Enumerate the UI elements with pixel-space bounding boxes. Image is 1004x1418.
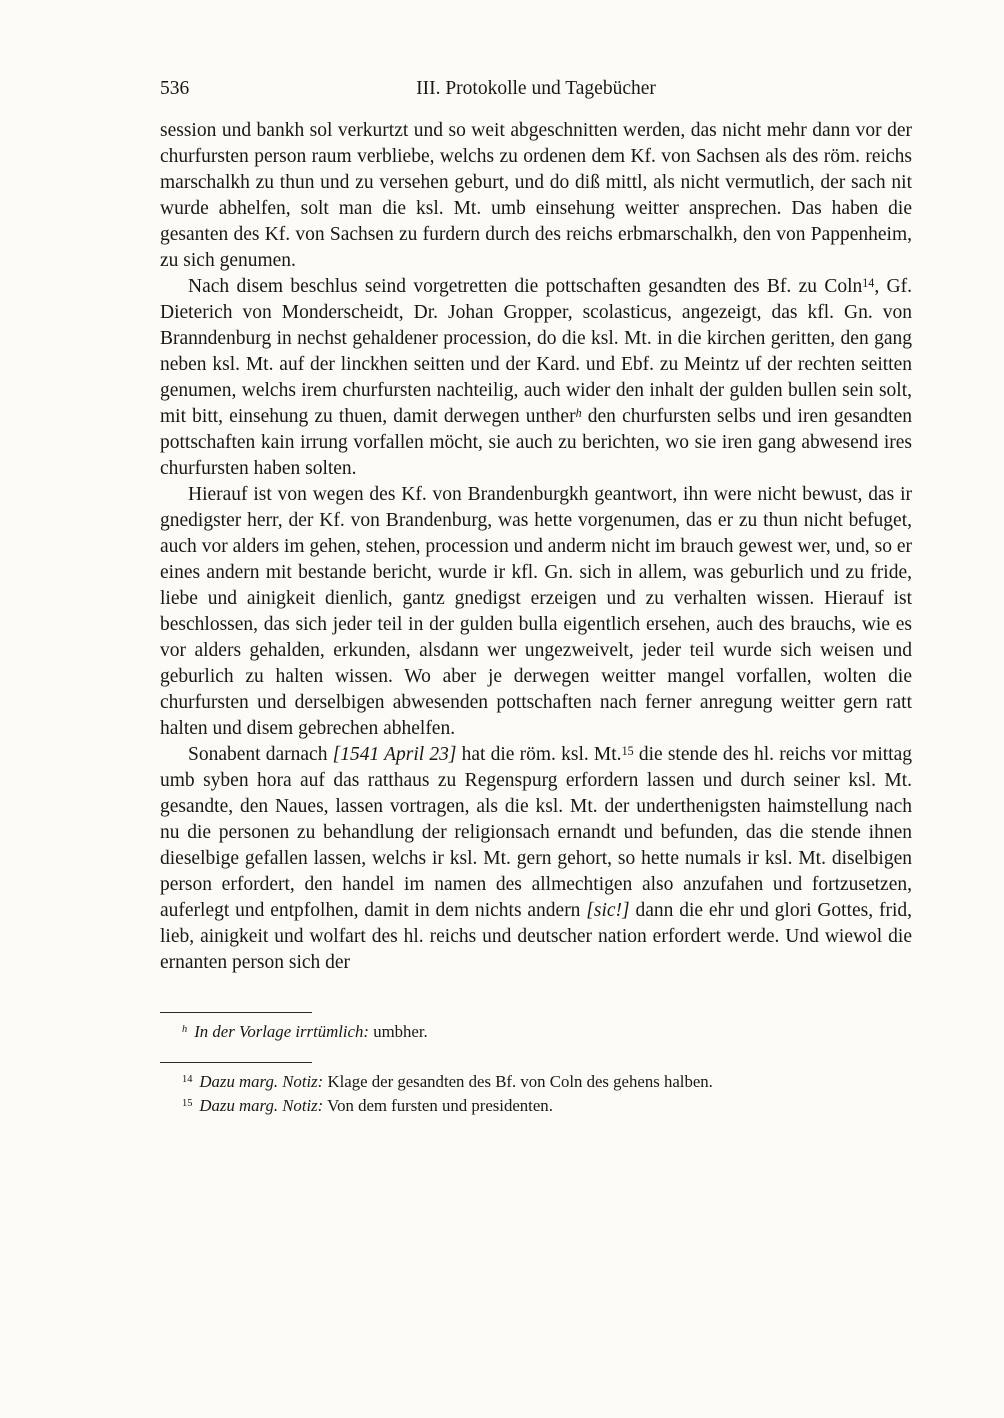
text-segment: Von dem fursten und presidenten.: [323, 1096, 553, 1115]
text-segment: hat die röm. ksl. Mt.: [456, 744, 622, 765]
paragraph: [160, 482, 912, 742]
text-segment: , Gf. Dieterich von Monderscheidt, Dr. Johan Gropper, scolasticus, angezeigt, das kfl. Gn. von Branndenburg in nechst gehaldener procession, do die ksl. Mt. in die kirchen geritten, den gang neben ksl. Mt. auf der linckhen seitten und der Kard. und Ebf. zu Meintz uf der rechten seitten genumen, welchs irem churfursten nachteilig, auch wider den inhalt der gulden bullen sein solt, mit bitt, einsehung zu thuen, damit derwegen unther: [160, 276, 912, 427]
paragraph: [160, 742, 912, 976]
italic-text: Dazu marg. Notiz:: [199, 1096, 324, 1115]
footnote-label: 15: [182, 1098, 193, 1110]
text-segment: den churfursten selbs und iren gesandten pottschaften kain irrung vorfallen möcht, sie auch zu berichten, wo sie iren gang abwesend ires churfursten haben solten.: [160, 406, 912, 479]
text-segment: Sonabent darnach: [188, 744, 333, 765]
page-number: 536: [160, 78, 190, 99]
text-segment: umbher.: [369, 1022, 428, 1041]
superscript-reference: 15: [621, 743, 634, 758]
text-segment: session und bankh sol verkurtzt und so weit abgeschnitten werden, das nicht mehr dann vor der churfursten person raum verbliebe, welchs zu ordenen dem Kf. von Sachsen als des röm. reichs marschalkh zu thun und zu versehen geburt, und do diß mittl, als nicht vermutlich, der sach nit wurde abhelfen, solt man die ksl. Mt. umb einsehung weitter ansprechen. Das haben die gesanten des Kf. von Sachsen zu furdern durch des reichs erbmarschalkh, den von Pappenheim, zu sich genumen.: [160, 120, 912, 271]
italic-text: [1541 April 23]: [332, 744, 457, 765]
letter-footnotes: [160, 1020, 912, 1044]
text-segment: Klage der gesandten des Bf. von Coln des gehens halben.: [323, 1072, 713, 1091]
text-segment: dann die ehr und glori Gottes, frid, lieb, ainigkeit und wolfart des hl. reichs und deutscher nation erfordert werde. Und wiewol die ernanten person sich der: [160, 900, 912, 973]
running-header-title: III. Protokolle und Tagebücher: [416, 78, 656, 99]
paragraph: [160, 118, 912, 274]
body-text: [160, 118, 912, 976]
paragraph: [160, 274, 912, 482]
superscript-reference: h: [575, 405, 582, 420]
footnote: [160, 1020, 912, 1044]
footnote-label: 14: [182, 1074, 193, 1086]
superscript-reference: 14: [862, 275, 875, 290]
italic-text: Dazu marg. Notiz:: [199, 1072, 324, 1091]
footnote: [160, 1094, 912, 1118]
running-head: [160, 76, 912, 102]
text-segment: die stende des hl. reichs vor mittag umb syben hora auf das ratthaus zu Regenspurg erfordern lassen und durch seiner ksl. Mt. gesandte, den Naues, lassen vortragen, als die ksl. Mt. der underthenigsten haimstellung nach nu die personen zu behandlung der religionsach ernandt und befunden, das die stende ihnen dieselbige gefallen lassen, welchs ir ksl. Mt. gern gehort, so hette numals ir ksl. Mt. diselbigen person erfordert, den handel im namen des allmechtigen also anzufahen und fortzusetzen, auferlegt und entpfolhen, damit in dem nichts andern: [160, 744, 912, 921]
footnotes-section: [160, 1012, 912, 1118]
footnote-label: h: [182, 1024, 188, 1036]
footnote-separator-letters: [160, 1012, 312, 1013]
text-segment: Hierauf ist von wegen des Kf. von Brandenburgkh geantwort, ihn were nicht bewust, das ir gnedigster herr, der Kf. von Brandenburg, was hette vorgenumen, das er zu thun nicht befuget, auch vor alders im gehen, stehen, procession und anderm nicht im brauch gewest wer, und, so er eines andern mit bestande bericht, wurde ir kfl. Gn. sich in allem, was geburlich und zu fride, liebe und ainigkeit dienlich, gantz gnedigst erzeigen und zu verhalten wissen. Hierauf ist beschlossen, das sich jeder teil in der gulden bulla eigentlich ersehen, auch des brauchs, wie es vor alders gehalden, erkunden, alsdann wer ungezweivelt, jeder teil wurde sich weisen und geburlich zu halten wissen. Wo aber je derwegen weitter mangel vorfallen, wolten die churfursten und derselbigen abwesenden pottschaften nach ferner anregung weitter gern ratt halten und disem gebrechen abhelfen.: [160, 484, 912, 739]
footnote-separator-numbers: [160, 1062, 312, 1063]
text-segment: Nach disem beschlus seind vorgetretten die pottschaften gesandten des Bf. zu Coln: [188, 276, 863, 297]
numbered-footnotes: [160, 1070, 912, 1118]
italic-text: In der Vorlage irrtümlich:: [194, 1022, 369, 1041]
italic-text: [sic!]: [586, 900, 630, 921]
footnote: [160, 1070, 912, 1094]
